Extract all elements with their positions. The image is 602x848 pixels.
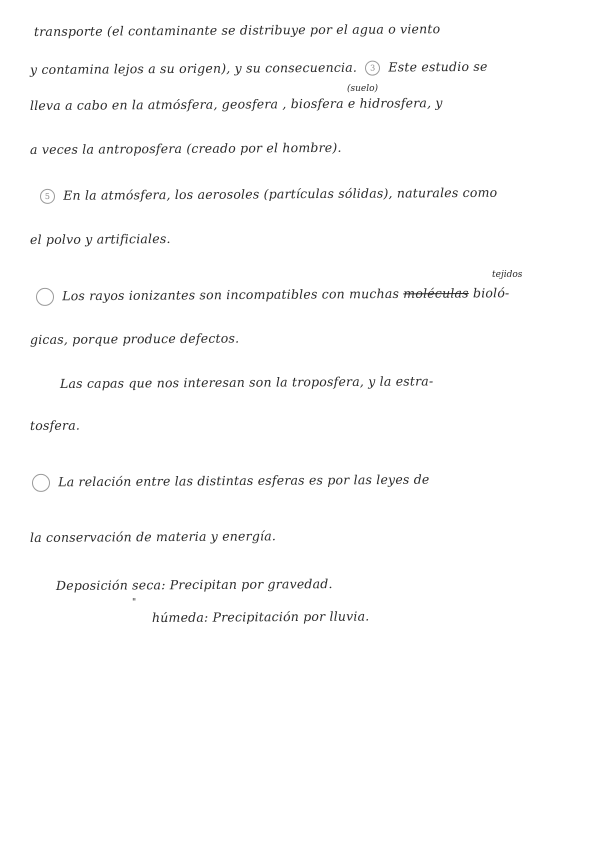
ditto-mark: " bbox=[132, 598, 137, 608]
text-line: a veces la antroposfera (creado por el hombre). bbox=[29, 139, 342, 157]
text-line bbox=[28, 471, 430, 492]
annotation-suelo: (suelo) bbox=[347, 84, 379, 94]
text-segment: Este estudio se bbox=[388, 58, 488, 75]
text-line: húmeda: Precipitación por lluvia. bbox=[151, 608, 370, 625]
text-segment: bioló- bbox=[472, 285, 510, 301]
circled-marker bbox=[32, 474, 50, 492]
text-line bbox=[36, 185, 497, 204]
text-segment: y contamina lejos a su origen), y su consecuencia. bbox=[29, 59, 358, 77]
text-line: tosfera. bbox=[29, 417, 81, 433]
text-segment: lleva a cabo en la atmósfera, geosfera bbox=[29, 96, 279, 113]
circled-marker bbox=[36, 288, 54, 306]
text-line bbox=[32, 285, 510, 306]
text-segment: La relación entre las distintas esferas es por las leyes de bbox=[58, 471, 430, 490]
text-line bbox=[30, 59, 488, 78]
text-line bbox=[30, 95, 443, 113]
text-segment: , biosfera e hidrosfera, y bbox=[282, 95, 443, 112]
text-line: el polvo y artificiales. bbox=[29, 231, 171, 247]
text-line: la conservación de materia y energía. bbox=[29, 528, 277, 545]
text-line: transporte (el contaminante se distribuye por el agua o viento bbox=[33, 21, 441, 39]
text-line: Las capas que nos interesan son la troposfera, y la estra- bbox=[59, 373, 434, 391]
annotation-inserted-word: tejidos bbox=[492, 270, 523, 280]
text-segment: Los rayos ionizantes son incompatibles con muchas bbox=[62, 285, 400, 304]
circled-number-5: 5 bbox=[40, 189, 55, 204]
text-line: Deposición seca: Precipitan por gravedad. bbox=[55, 576, 333, 593]
text-segment: En la atmósfera, los aerosoles (partículas sólidas), naturales como bbox=[63, 184, 498, 203]
circled-number-3: 3 bbox=[365, 61, 380, 76]
struck-word: moléculas bbox=[403, 285, 469, 301]
text-line: gicas, porque produce defectos. bbox=[29, 330, 240, 347]
